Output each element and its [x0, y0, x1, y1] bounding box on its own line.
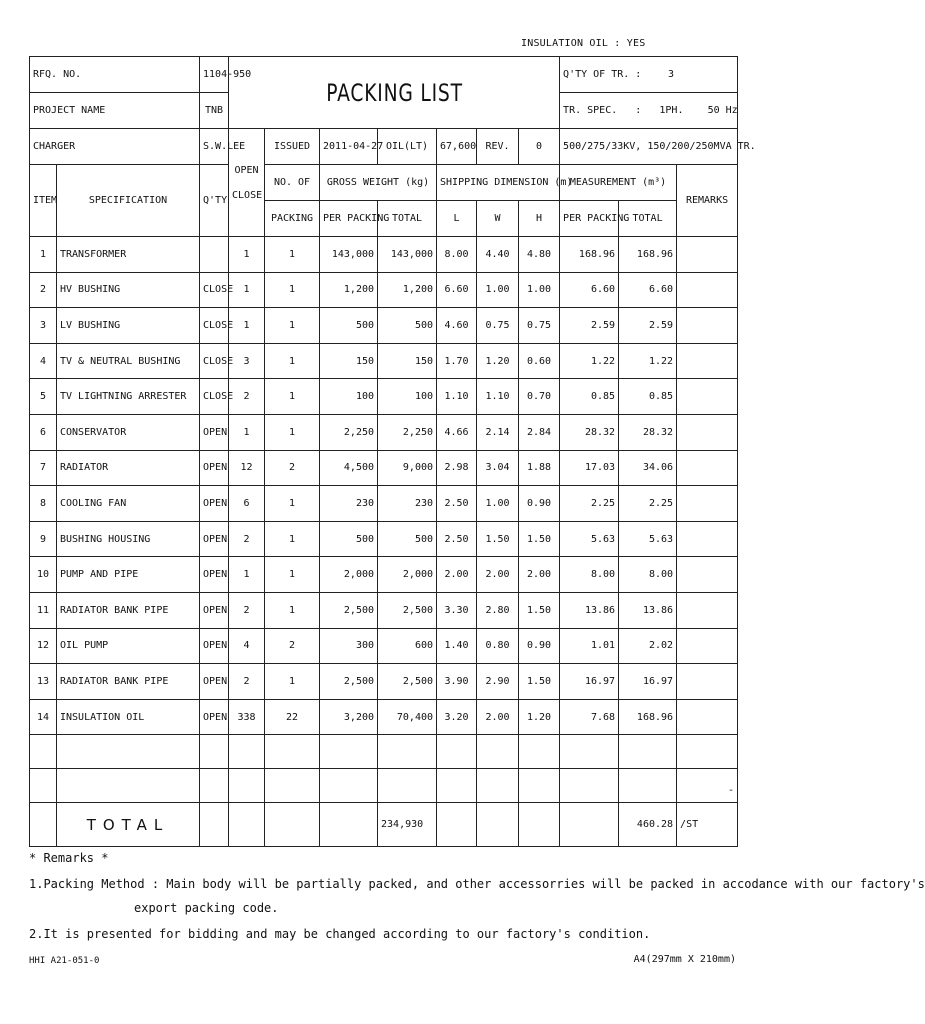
issued-label: ISSUED — [265, 129, 320, 165]
total-unit: /ST — [677, 803, 738, 847]
dim-height: 0.75 — [519, 308, 560, 344]
remarks-cell — [677, 557, 738, 593]
measurement-total: 6.60 — [619, 272, 677, 308]
measurement-total: 8.00 — [619, 557, 677, 593]
gross-weight-total: 2,250 — [378, 414, 437, 450]
blank-cell — [560, 735, 619, 769]
total-blank — [320, 803, 378, 847]
gross-weight-total: 100 — [378, 379, 437, 415]
total-row — [30, 803, 738, 847]
gross-weight-total: 500 — [378, 308, 437, 344]
blank-cell — [437, 735, 477, 769]
tr-spec — [560, 93, 738, 129]
item-specification: PUMP AND PIPE — [57, 557, 200, 593]
dim-width: 1.00 — [477, 272, 519, 308]
measurement-per-packing: 1.01 — [560, 628, 619, 664]
dim-length: 1.40 — [437, 628, 477, 664]
measurement-total: 34.06 — [619, 450, 677, 486]
packing-count: 2 — [265, 628, 320, 664]
quantity: 1 — [229, 272, 265, 308]
item-number: 13 — [30, 664, 57, 700]
measurement-total: 168.96 — [619, 699, 677, 735]
total-blank — [519, 803, 560, 847]
packing-count: 1 — [265, 486, 320, 522]
quantity: 6 — [229, 486, 265, 522]
blank-cell — [619, 769, 677, 803]
gross-weight-per-packing: 2,250 — [320, 414, 378, 450]
gross-weight-per-packing: 4,500 — [320, 450, 378, 486]
dim-length: 3.30 — [437, 592, 477, 628]
dim-length: 2.98 — [437, 450, 477, 486]
packing-list-table — [29, 56, 756, 847]
remarks-line-1b: export packing code. — [134, 901, 279, 915]
gross-weight-total: 70,400 — [378, 699, 437, 735]
charger-label: CHARGER — [30, 129, 200, 165]
dim-width: 3.04 — [477, 450, 519, 486]
measurement-per-packing: 1.22 — [560, 343, 619, 379]
total-blank — [477, 803, 519, 847]
total-blank — [560, 803, 619, 847]
remarks-cell — [677, 272, 738, 308]
remarks-line-2: 2.It is presented for bidding and may be changed according to our factory's condition. — [29, 927, 651, 941]
gross-weight-per-packing: 3,200 — [320, 699, 378, 735]
dim-height: 0.70 — [519, 379, 560, 415]
measurement-per-packing: 13.86 — [560, 592, 619, 628]
quantity: 338 — [229, 699, 265, 735]
paper-size: A4(297mm X 210mm) — [633, 954, 736, 965]
dim-width: 1.50 — [477, 521, 519, 557]
blank-cell — [378, 769, 437, 803]
item-specification: RADIATOR — [57, 450, 200, 486]
measurement-per-packing: 28.32 — [560, 414, 619, 450]
dim-height: 1.20 — [519, 699, 560, 735]
dim-width: 2.00 — [477, 699, 519, 735]
packing-count: 1 — [265, 521, 320, 557]
open-close: CLOSE — [200, 379, 229, 415]
gross-weight-per-packing: 143,000 — [320, 237, 378, 273]
item-number: 6 — [30, 414, 57, 450]
item-specification: CONSERVATOR — [57, 414, 200, 450]
table-row — [30, 592, 738, 628]
rfq-value: 1104-950 — [200, 57, 229, 93]
col-height: H — [519, 201, 560, 237]
col-no-of: NO. OF — [265, 165, 320, 201]
open-close — [200, 237, 229, 273]
open-close: OPEN — [200, 486, 229, 522]
blank-cell — [57, 735, 200, 769]
tr-spec-frequency: 50 Hz — [707, 105, 738, 116]
col-gw-per-packing: PER PACKING — [320, 201, 378, 237]
blank-cell — [378, 735, 437, 769]
measurement-per-packing: 2.59 — [560, 308, 619, 344]
item-number: 1 — [30, 237, 57, 273]
col-specification: SPECIFICATION — [57, 165, 200, 237]
item-number: 3 — [30, 308, 57, 344]
dim-width: 2.90 — [477, 664, 519, 700]
quantity: 3 — [229, 343, 265, 379]
table-row — [30, 308, 738, 344]
total-blank — [30, 803, 57, 847]
open-close: OPEN — [200, 592, 229, 628]
packing-count: 2 — [265, 450, 320, 486]
dim-height: 2.00 — [519, 557, 560, 593]
quantity: 1 — [229, 237, 265, 273]
table-row — [30, 628, 738, 664]
project-name-label: PROJECT NAME — [30, 93, 200, 129]
remarks-cell — [677, 414, 738, 450]
gross-weight-total: 2,500 — [378, 664, 437, 700]
remarks-cell — [677, 379, 738, 415]
tr-spec-label: TR. SPEC. — [563, 105, 618, 116]
remarks-cell — [677, 237, 738, 273]
blank-row-remark: - — [677, 769, 738, 803]
remarks-cell — [677, 486, 738, 522]
open-label: OPEN — [234, 164, 259, 176]
dim-width: 4.40 — [477, 237, 519, 273]
quantity: 4 — [229, 628, 265, 664]
gross-weight-total: 2,500 — [378, 592, 437, 628]
qty-of-tr — [560, 57, 738, 93]
measurement-per-packing: 16.97 — [560, 664, 619, 700]
dim-height: 1.50 — [519, 592, 560, 628]
dim-length: 2.00 — [437, 557, 477, 593]
blank-cell — [677, 735, 738, 769]
open-close: CLOSE — [200, 308, 229, 344]
table-row — [30, 272, 738, 308]
gross-weight-total: 500 — [378, 521, 437, 557]
col-m-total: TOTAL — [619, 201, 677, 237]
open-close: OPEN — [200, 521, 229, 557]
blank-cell — [30, 735, 57, 769]
dim-height: 4.80 — [519, 237, 560, 273]
item-specification: INSULATION OIL — [57, 699, 200, 735]
quantity: 2 — [229, 592, 265, 628]
dim-height: 0.90 — [519, 486, 560, 522]
qty-of-tr-label: Q'TY OF TR. : — [563, 69, 642, 80]
quantity: 2 — [229, 664, 265, 700]
dim-length: 3.20 — [437, 699, 477, 735]
dim-length: 6.60 — [437, 272, 477, 308]
packing-count: 1 — [265, 308, 320, 344]
blank-cell — [57, 769, 200, 803]
quantity: 1 — [229, 557, 265, 593]
total-label-cell — [57, 803, 200, 847]
total-measurement: 460.28 — [619, 803, 677, 847]
page-title-cell — [229, 57, 560, 129]
item-number: 14 — [30, 699, 57, 735]
dim-height: 0.90 — [519, 628, 560, 664]
remarks-cell — [677, 521, 738, 557]
packing-count: 1 — [265, 557, 320, 593]
measurement-per-packing: 5.63 — [560, 521, 619, 557]
gross-weight-total: 150 — [378, 343, 437, 379]
gross-weight-total: 143,000 — [378, 237, 437, 273]
measurement-total: 2.02 — [619, 628, 677, 664]
form-code: HHI A21-051-0 — [29, 956, 100, 966]
open-close: OPEN — [200, 557, 229, 593]
item-specification: HV BUSHING — [57, 272, 200, 308]
measurement-total: 2.59 — [619, 308, 677, 344]
open-close: CLOSE — [200, 343, 229, 379]
packing-count: 1 — [265, 592, 320, 628]
measurement-per-packing: 168.96 — [560, 237, 619, 273]
gross-weight-per-packing: 500 — [320, 308, 378, 344]
dim-height: 1.50 — [519, 521, 560, 557]
table-row — [30, 237, 738, 273]
dim-length: 1.70 — [437, 343, 477, 379]
gross-weight-per-packing: 500 — [320, 521, 378, 557]
item-specification: TRANSFORMER — [57, 237, 200, 273]
qty-of-tr-value: 3 — [668, 69, 675, 80]
col-length: L — [437, 201, 477, 237]
dim-height: 1.88 — [519, 450, 560, 486]
close-label: CLOSE — [232, 189, 263, 201]
gross-weight-per-packing: 2,500 — [320, 664, 378, 700]
blank-cell — [265, 769, 320, 803]
measurement-per-packing: 0.85 — [560, 379, 619, 415]
packing-count: 1 — [265, 379, 320, 415]
remarks-cell — [677, 343, 738, 379]
measurement-per-packing: 17.03 — [560, 450, 619, 486]
insulation-oil-note: INSULATION OIL : YES — [521, 38, 646, 49]
packing-count: 22 — [265, 699, 320, 735]
remarks-line-1: 1.Packing Method : Main body will be partially packed, and other accessorries will be packed in accodance with our factory's — [29, 877, 925, 891]
rfq-label: RFQ. NO. — [30, 57, 200, 93]
remarks-cell — [677, 699, 738, 735]
packing-count: 1 — [265, 237, 320, 273]
dim-length: 2.50 — [437, 486, 477, 522]
col-item: ITEM — [30, 165, 57, 237]
item-number: 8 — [30, 486, 57, 522]
packing-count: 1 — [265, 414, 320, 450]
remarks-cell — [677, 592, 738, 628]
oil-label: OIL(LT) — [378, 129, 437, 165]
item-number: 9 — [30, 521, 57, 557]
blank-cell — [229, 769, 265, 803]
blank-cell — [560, 769, 619, 803]
tr-spec-phase: 1PH. — [659, 105, 684, 116]
measurement-total: 16.97 — [619, 664, 677, 700]
item-number: 2 — [30, 272, 57, 308]
gross-weight-per-packing: 1,200 — [320, 272, 378, 308]
col-measurement: MEASUREMENT (m³) — [560, 165, 677, 201]
total-blank — [437, 803, 477, 847]
dim-width: 0.80 — [477, 628, 519, 664]
oil-value: 67,600 — [437, 129, 477, 165]
table-row — [30, 699, 738, 735]
blank-cell — [200, 769, 229, 803]
col-gross-weight: GROSS WEIGHT (kg) — [320, 165, 437, 201]
blank-cell — [320, 769, 378, 803]
gross-weight-total: 230 — [378, 486, 437, 522]
packing-count: 1 — [265, 272, 320, 308]
dim-width: 2.80 — [477, 592, 519, 628]
measurement-per-packing: 8.00 — [560, 557, 619, 593]
item-number: 5 — [30, 379, 57, 415]
rev-value: 0 — [519, 129, 560, 165]
item-specification: COOLING FAN — [57, 486, 200, 522]
col-packing: PACKING — [265, 201, 320, 237]
remarks-cell — [677, 628, 738, 664]
open-close: OPEN — [200, 699, 229, 735]
dim-width: 0.75 — [477, 308, 519, 344]
dim-length: 4.60 — [437, 308, 477, 344]
measurement-total: 28.32 — [619, 414, 677, 450]
total-gross-weight: 234,930 — [378, 803, 437, 847]
quantity: 2 — [229, 521, 265, 557]
quantity: 2 — [229, 379, 265, 415]
remarks-cell — [677, 450, 738, 486]
item-specification: RADIATOR BANK PIPE — [57, 664, 200, 700]
item-specification: TV LIGHTNING ARRESTER — [57, 379, 200, 415]
open-close: OPEN — [200, 414, 229, 450]
blank-cell — [519, 735, 560, 769]
rating: 500/275/33KV, 150/200/250MVA TR. — [560, 129, 738, 165]
gross-weight-total: 2,000 — [378, 557, 437, 593]
rev-label: REV. — [477, 129, 519, 165]
open-close: CLOSE — [200, 272, 229, 308]
total-blank — [265, 803, 320, 847]
table-row — [30, 557, 738, 593]
dim-height: 0.60 — [519, 343, 560, 379]
measurement-total: 13.86 — [619, 592, 677, 628]
total-label: TOTAL — [86, 815, 170, 834]
measurement-total: 0.85 — [619, 379, 677, 415]
gross-weight-per-packing: 2,000 — [320, 557, 378, 593]
gross-weight-per-packing: 300 — [320, 628, 378, 664]
table-row — [30, 486, 738, 522]
dim-width: 1.10 — [477, 379, 519, 415]
dim-width: 1.00 — [477, 486, 519, 522]
total-blank — [229, 803, 265, 847]
page-title: PACKING LIST — [325, 78, 463, 107]
item-number: 11 — [30, 592, 57, 628]
open-close: OPEN — [200, 450, 229, 486]
quantity: 1 — [229, 414, 265, 450]
dim-width: 2.14 — [477, 414, 519, 450]
item-number: 12 — [30, 628, 57, 664]
item-specification: LV BUSHING — [57, 308, 200, 344]
remarks-cell — [677, 664, 738, 700]
charger-value: S.W.LEE — [200, 129, 229, 165]
measurement-total: 2.25 — [619, 486, 677, 522]
dim-height: 1.50 — [519, 664, 560, 700]
measurement-per-packing: 2.25 — [560, 486, 619, 522]
measurement-total: 5.63 — [619, 521, 677, 557]
item-number: 4 — [30, 343, 57, 379]
dim-length: 3.90 — [437, 664, 477, 700]
table-row — [30, 379, 738, 415]
remarks-heading: * Remarks * — [29, 851, 109, 865]
measurement-total: 1.22 — [619, 343, 677, 379]
blank-row — [30, 735, 738, 769]
dim-width: 2.00 — [477, 557, 519, 593]
blank-cell — [30, 769, 57, 803]
blank-cell — [619, 735, 677, 769]
blank-cell — [229, 735, 265, 769]
gross-weight-per-packing: 150 — [320, 343, 378, 379]
gross-weight-per-packing: 100 — [320, 379, 378, 415]
packing-count: 1 — [265, 343, 320, 379]
item-specification: OIL PUMP — [57, 628, 200, 664]
packing-count: 1 — [265, 664, 320, 700]
quantity: 12 — [229, 450, 265, 486]
blank-cell — [265, 735, 320, 769]
gross-weight-total: 600 — [378, 628, 437, 664]
blank-cell — [519, 769, 560, 803]
tr-spec-colon: : — [635, 105, 642, 116]
blank-cell — [320, 735, 378, 769]
dim-height: 2.84 — [519, 414, 560, 450]
item-number: 7 — [30, 450, 57, 486]
dim-length: 8.00 — [437, 237, 477, 273]
col-remarks: REMARKS — [677, 165, 738, 237]
table-row — [30, 521, 738, 557]
total-blank — [200, 803, 229, 847]
col-qty: Q'TY — [200, 165, 229, 237]
remarks-cell — [677, 308, 738, 344]
col-gw-total: TOTAL — [378, 201, 437, 237]
dim-height: 1.00 — [519, 272, 560, 308]
measurement-total: 168.96 — [619, 237, 677, 273]
table-row — [30, 414, 738, 450]
col-m-per-packing: PER PACKING — [560, 201, 619, 237]
dim-length: 4.66 — [437, 414, 477, 450]
item-specification: RADIATOR BANK PIPE — [57, 592, 200, 628]
table-row — [30, 343, 738, 379]
gross-weight-per-packing: 230 — [320, 486, 378, 522]
project-name-value: TNB — [200, 93, 229, 129]
blank-cell — [477, 769, 519, 803]
gross-weight-per-packing: 2,500 — [320, 592, 378, 628]
blank-cell — [437, 769, 477, 803]
gross-weight-total: 1,200 — [378, 272, 437, 308]
blank-cell — [477, 735, 519, 769]
dim-length: 2.50 — [437, 521, 477, 557]
measurement-per-packing: 6.60 — [560, 272, 619, 308]
table-row — [30, 664, 738, 700]
dim-length: 1.10 — [437, 379, 477, 415]
issued-value: 2011-04-27 — [320, 129, 378, 165]
measurement-per-packing: 7.68 — [560, 699, 619, 735]
dim-width: 1.20 — [477, 343, 519, 379]
item-specification: TV & NEUTRAL BUSHING — [57, 343, 200, 379]
open-close: OPEN — [200, 664, 229, 700]
item-number: 10 — [30, 557, 57, 593]
table-row — [30, 450, 738, 486]
quantity: 1 — [229, 308, 265, 344]
blank-cell — [200, 735, 229, 769]
gross-weight-total: 9,000 — [378, 450, 437, 486]
item-specification: BUSHING HOUSING — [57, 521, 200, 557]
blank-row — [30, 769, 738, 803]
col-width: W — [477, 201, 519, 237]
open-close: OPEN — [200, 628, 229, 664]
col-shipping-dimension: SHIPPING DIMENSION (m) — [437, 165, 560, 201]
